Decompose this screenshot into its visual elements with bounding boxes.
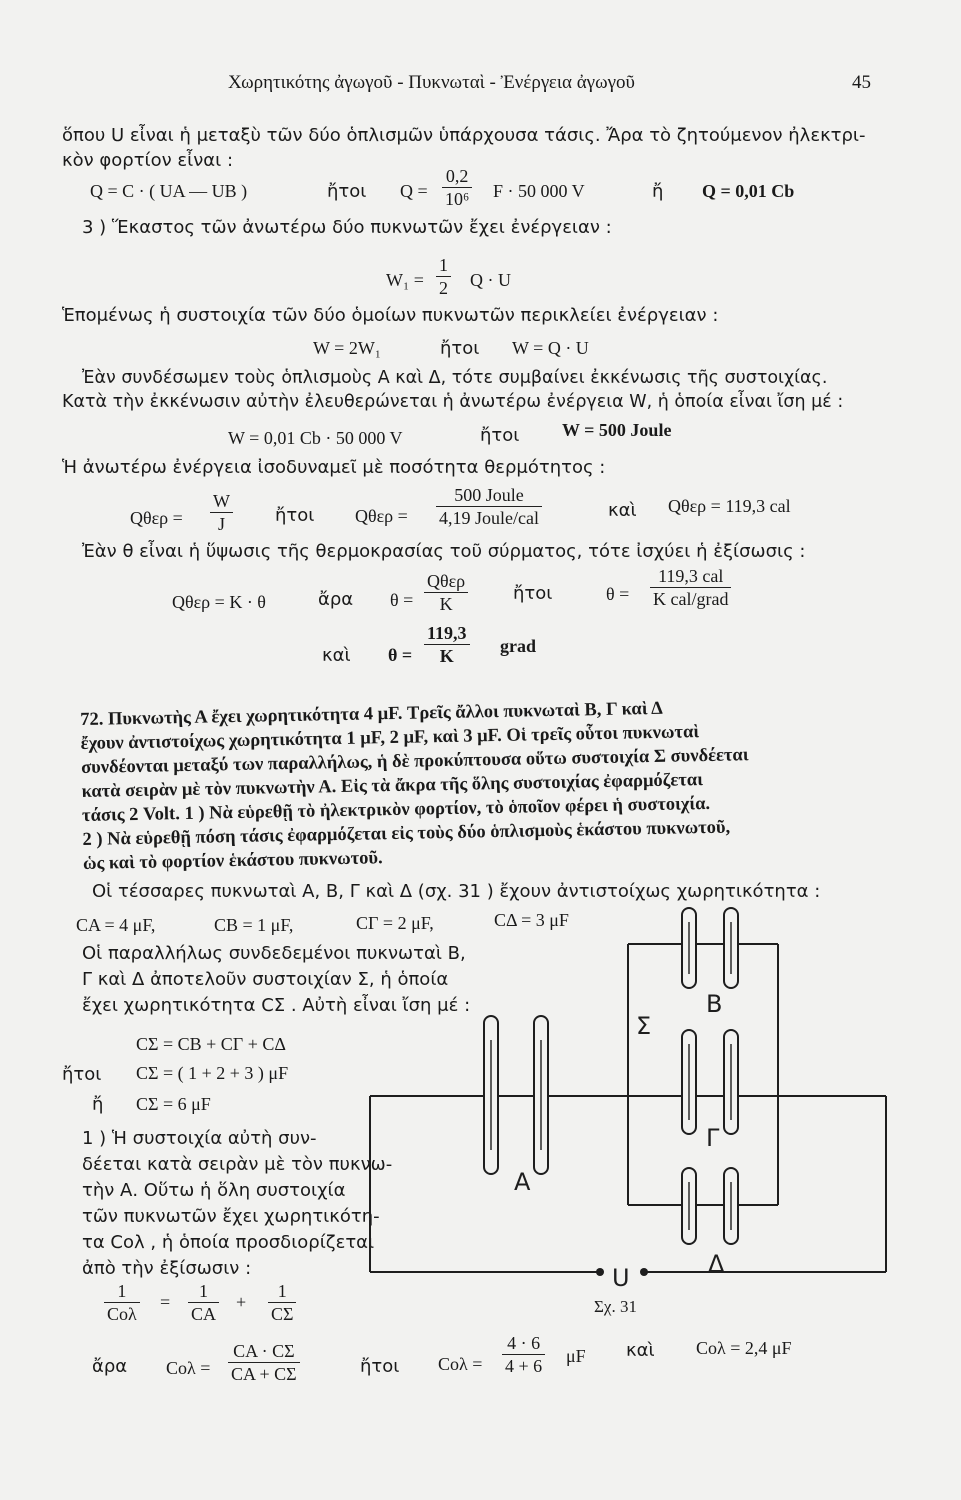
fraction-denominator: 4 + 6 — [505, 1356, 543, 1376]
label-u: U — [612, 1264, 630, 1292]
fraction-numerator: 1 — [188, 1280, 219, 1303]
sum-formula-3: CΣ = 6 μF — [136, 1094, 211, 1114]
unit-uf: μF — [566, 1346, 586, 1366]
charge-q-equals: Q = — [400, 181, 428, 201]
problem-line: τάσις 2 Volt. 1 ) Νὰ εὑρεθῇ τὸ ἠλεκτρικὸν φορτίον, τὸ ὁποῖον φέρει ἡ συστοιχία. — [81, 793, 711, 826]
theta-equals-3: θ = — [388, 645, 413, 665]
charge-result: Q = 0,01 Cb — [702, 181, 795, 201]
ara-word: ἄρα — [318, 589, 354, 610]
eta-word: ἤ — [92, 1094, 104, 1115]
fraction-numerator: 119,3 — [424, 622, 470, 645]
fraction-numerator: 1 — [268, 1280, 296, 1303]
label-s: Σ — [636, 1012, 652, 1040]
w1-lhs: W₁ = — [386, 270, 424, 290]
fraction-denominator: CA + CΣ — [231, 1364, 297, 1384]
step-3-text: 3 ) Ἕκαστος τῶν ἀνωτέρω δύο πυκνωτῶν ἔχει ἐνέργειαν : — [82, 217, 612, 238]
htoi-word: ἤτοι — [62, 1064, 102, 1085]
capacitor-b — [682, 908, 738, 988]
equals-sign: = — [160, 1292, 171, 1312]
text-line: Γ καὶ Δ ἀποτελοῦν συστοιχίαν Σ, ἡ ὁποία — [82, 969, 449, 990]
value-ca: CA = 4 μF, — [76, 915, 156, 935]
ara-word: ἄρα — [92, 1356, 128, 1377]
kai-word: καὶ — [608, 500, 637, 521]
figure-caption: Σχ. 31 — [594, 1297, 637, 1316]
htoi-word: ἤτοι — [513, 583, 553, 604]
final-result: Cολ = 2,4 μF — [696, 1338, 792, 1358]
col-equals: Cολ = — [166, 1358, 211, 1378]
problem-line: 72. Πυκνωτὴς Α ἔχει χωρητικότητα 4 μF. Τρεῖς ἄλλοι πυκνωταὶ Β, Γ καὶ Δ — [80, 698, 663, 730]
fraction-numerator: Qθερ — [424, 570, 468, 593]
kai-word: καὶ — [626, 1340, 655, 1361]
running-header: Χωρητικότης ἀγωγοῦ - Πυκνωταὶ - Ἐνέργεια ἀγωγοῦ — [228, 72, 635, 93]
theta-equals: θ = — [390, 590, 414, 610]
problem-line: ὡς καὶ τὸ φορτίον ἑκάστου πυκνωτοῦ. — [82, 848, 383, 874]
text-line: ἀπὸ τὴν ἐξίσωσιν : — [82, 1258, 252, 1279]
label-b: Β — [706, 990, 723, 1018]
theta-unit: grad — [500, 636, 536, 656]
htoi-word: ἤτοι — [480, 425, 520, 446]
text-line: ἔχει χωρητικότητα CΣ . Αὐτὴ εἶναι ἴση μέ : — [82, 995, 471, 1016]
terminal-dot — [640, 1268, 648, 1276]
sum-formula-2: CΣ = ( 1 + 2 + 3 ) μF — [136, 1063, 289, 1083]
text-line: τὴν Α. Οὕτω ἡ ὅλη συστοιχία — [82, 1180, 346, 1201]
text-line: Οἱ παραλλήλως συνδεδεμένοι πυκνωταὶ Β, — [82, 943, 466, 964]
fraction-denominator: Cολ — [107, 1304, 137, 1324]
heat-result: Qθερ = 119,3 cal — [668, 496, 791, 516]
problem-line: 2 ) Νὰ εὑρεθῇ πόση τάσις ἐφαρμόζεται εἰς τοὺς δύο ὁπλισμοὺς ἑκάστου πυκνωτοῦ, — [82, 817, 731, 850]
value-cd: CΔ = 3 μF — [494, 910, 569, 930]
problem-line: κατὰ σειρὰν μὲ τὸν πυκνωτὴν Α. Εἰς τὰ ἄκρα τῆς ὅλης συστοιχίας ἐφαρμόζεται — [81, 770, 704, 802]
text-line: τα Cολ , ἡ ὁποία προσδιορίζεται — [82, 1232, 375, 1253]
htoi-word: ἤτοι — [275, 505, 315, 526]
charge-factor: F · 50 000 V — [493, 181, 585, 201]
text-line: 1 ) Ἡ συστοιχία αὐτὴ συν- — [82, 1128, 317, 1149]
htoi-word: ἤτοι — [327, 181, 367, 202]
heat-q2: Qθερ = — [355, 506, 408, 526]
connect-line-2: Κατὰ τὴν ἐκκένωσιν αὐτὴν ἐλευθερώνεται ἡ ἀνωτέρω ἐνέργεια W, ἡ ὁποία εἶναι ἴση μέ : — [62, 392, 844, 412]
text-line: δέεται κατὰ σειρὰν μὲ τὸν πυκνω- — [82, 1154, 393, 1175]
fraction-denominator: K — [439, 594, 453, 614]
terminal-dot — [596, 1268, 604, 1276]
fraction-numerator: 0,2 — [442, 165, 472, 188]
fraction-numerator: 1 — [104, 1280, 140, 1303]
heat-text: Ἡ ἀνωτέρω ἐνέργεια ἰσοδυναμεῖ μὲ ποσότητα θερμότητος : — [62, 457, 606, 478]
theta-equals-2: θ = — [606, 584, 630, 604]
label-g: Γ — [706, 1124, 720, 1152]
fraction-denominator: K — [439, 646, 454, 666]
problem-line: συνδέονται μεταξύ των παραλλήλως, ἡ δὲ προκύπτουσα οὕτω συστοιχία Σ συνδέεται — [80, 745, 749, 778]
text-line: τῶν πυκνωτῶν ἔχει χωρητικότη- — [82, 1206, 380, 1227]
label-a: Α — [514, 1168, 531, 1196]
fraction-denominator: 2 — [439, 278, 448, 298]
sum-formula: CΣ = CB + CΓ + CΔ — [136, 1034, 286, 1054]
fraction-denominator: CΣ — [271, 1304, 294, 1324]
fraction-denominator: J — [217, 514, 225, 534]
w1-rhs: Q · U — [470, 270, 511, 290]
energy-formula: W = 0,01 Cb · 50 000 V — [228, 428, 403, 448]
temp-text: Ἐὰν θ εἶναι ἡ ὕψωσις τῆς θερμοκρασίας τοῦ σύρματος, τότε ἰσχύει ἡ ἐξίσωσις : — [82, 541, 806, 562]
charge-formula: Q = C · ( UA — UB ) — [90, 181, 248, 201]
solution-intro: Οἱ τέσσαρες πυκνωταὶ Α, Β, Γ καὶ Δ (σχ. 31 ) ἔχουν ἀντιστοίχως χωρητικότητα : — [92, 881, 821, 902]
plus-sign: + — [236, 1292, 247, 1312]
problem-line: ἔχουν ἀντιστοίχως χωρητικότητα 1 μF, 2 μF, καὶ 3 μF. Οἱ τρεῖς οὗτοι πυκνωταὶ — [80, 722, 700, 754]
fraction-denominator: 4,19 Joule/cal — [439, 508, 539, 528]
fraction-denominator: CA — [191, 1304, 217, 1324]
fraction-numerator: 4 · 6 — [502, 1332, 545, 1355]
value-cg: CΓ = 2 μF, — [356, 913, 434, 933]
label-d: Δ — [708, 1250, 725, 1278]
htoi-word: ἤτοι — [360, 1356, 400, 1377]
consequently-text: Ἑπομένως ἡ συστοιχία τῶν δύο ὁμοίων πυκνωτῶν περικλείει ἐνέργειαν : — [62, 305, 719, 326]
kai-word: καὶ — [322, 645, 351, 666]
fraction-numerator: CA · CΣ — [228, 1340, 300, 1363]
fraction-numerator: 1 — [436, 254, 451, 277]
intro-line-2: κὸν φορτίον εἶναι : — [62, 150, 234, 171]
w-formula-2: W = Q · U — [512, 338, 589, 358]
capacitor-g — [682, 1030, 738, 1134]
connect-line-1: Ἐὰν συνδέσωμεν τοὺς ὁπλισμοὺς Α καὶ Δ, τότε συμβαίνει ἐκκένωσις τῆς συστοιχίας. — [82, 368, 828, 388]
col-equals-2: Cολ = — [438, 1354, 483, 1374]
fraction-numerator: 500 Joule — [436, 484, 542, 507]
energy-result: W = 500 Joule — [562, 420, 672, 440]
value-cb: CB = 1 μF, — [214, 915, 294, 935]
fraction-denominator: 10⁶ — [445, 189, 470, 209]
fraction-numerator: 119,3 cal — [650, 565, 731, 588]
page-number: 45 — [852, 72, 871, 93]
heat-q1: Qθερ = — [130, 508, 183, 528]
eta-word: ἤ — [652, 181, 664, 202]
fraction-numerator: W — [210, 490, 233, 513]
fraction-denominator: K cal/grad — [653, 589, 729, 609]
temp-formula: Qθερ = K · θ — [172, 592, 266, 612]
intro-line-1: ὅπου U εἶναι ἡ μεταξὺ τῶν δύο ὁπλισμῶν ὑπάρχουσα τάσις. Ἄρα τὸ ζητούμενον ἠλεκτρι- — [62, 125, 866, 146]
w-formula: W = 2W₁ — [313, 338, 382, 358]
htoi-word: ἤτοι — [440, 338, 480, 359]
